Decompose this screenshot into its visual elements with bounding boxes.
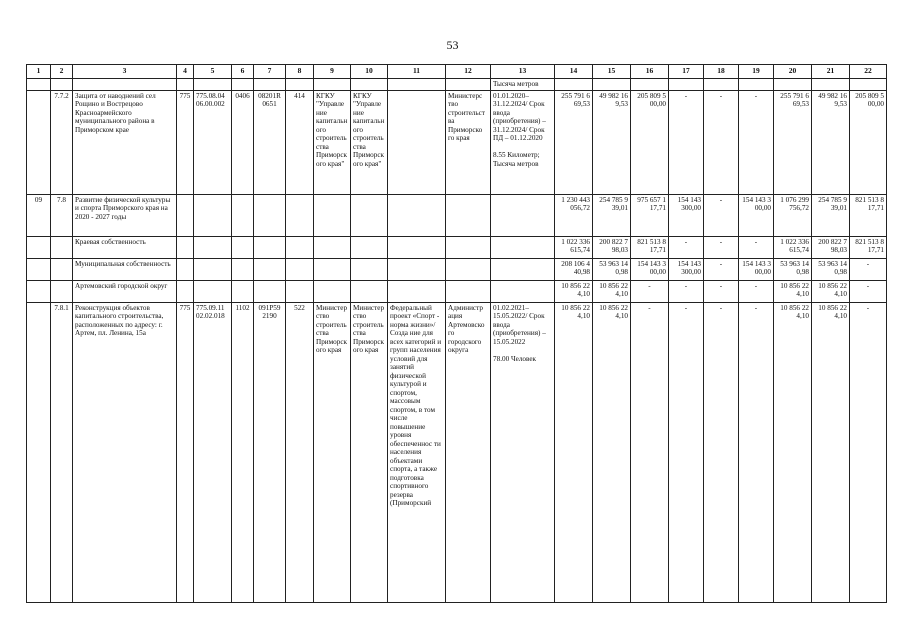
column-header-19: 19 <box>739 65 774 79</box>
cell-kraev-col10 <box>351 237 388 259</box>
cell-r78-col11 <box>388 195 446 237</box>
column-header-13: 13 <box>491 65 555 79</box>
cell-cont-col10 <box>351 79 388 91</box>
cell-artem-col2 <box>51 281 73 303</box>
cell-munic-col11 <box>388 259 446 281</box>
cell-artem-col17: - <box>669 281 704 303</box>
cell-r781-col3: Реконструкция объектов капитального строительства, расположенных по адресу: г. Артем, пл. Ленина, 15а <box>73 303 177 603</box>
cell-artem-col21: 10 856 22 4,10 <box>812 281 850 303</box>
cell-munic-col21: 53 963 14 0,98 <box>812 259 850 281</box>
cell-r781-col2: 7.8.1 <box>51 303 73 603</box>
cell-munic-col12 <box>446 259 491 281</box>
cell-artem-col9 <box>314 281 351 303</box>
cell-r781-col19: - <box>739 303 774 603</box>
cell-cont-col14 <box>555 79 593 91</box>
cell-r78-col19: 154 143 3 00,00 <box>739 195 774 237</box>
column-header-3: 3 <box>73 65 177 79</box>
cell-r78-col5 <box>194 195 232 237</box>
cell-cont-col2 <box>51 79 73 91</box>
cell-r781-col16: - <box>631 303 669 603</box>
cell-kraev-col12 <box>446 237 491 259</box>
cell-munic-col8 <box>286 259 314 281</box>
cell-cont-col3 <box>73 79 177 91</box>
cell-r78-col21: 254 785 9 39,01 <box>812 195 850 237</box>
table-row-kraev <box>27 237 887 259</box>
column-header-2: 2 <box>51 65 73 79</box>
cell-artem-col5 <box>194 281 232 303</box>
cell-r772-col2: 7.7.2 <box>51 91 73 195</box>
cell-r78-col18: - <box>704 195 739 237</box>
cell-r78-col17: 154 143 300,00 <box>669 195 704 237</box>
cell-cont-col9 <box>314 79 351 91</box>
cell-cont-col11 <box>388 79 446 91</box>
cell-r772-col8: 414 <box>286 91 314 195</box>
table-row-r78 <box>27 195 887 237</box>
cell-r78-col6 <box>232 195 254 237</box>
cell-r772-col19: - <box>739 91 774 195</box>
cell-munic-col17: 154 143 300,00 <box>669 259 704 281</box>
cell-r772-col21: 49 982 16 9,53 <box>812 91 850 195</box>
cell-kraev-col22: 821 513 8 17,71 <box>850 237 887 259</box>
cell-r781-col12: Администр ация Артемовско го городского округа <box>446 303 491 603</box>
cell-cont-col21 <box>812 79 850 91</box>
cell-r781-col8: 522 <box>286 303 314 603</box>
cell-kraev-col3: Краевая собственность <box>73 237 177 259</box>
cell-r772-col22: 205 809 5 00,00 <box>850 91 887 195</box>
cell-munic-col22: - <box>850 259 887 281</box>
cell-cont-col7 <box>254 79 286 91</box>
cell-r78-col12 <box>446 195 491 237</box>
cell-r772-col10: КГКУ "Управле ние капитальн ого строитель ства Приморск ого края" <box>351 91 388 195</box>
cell-r781-col5: 775.09.11 02.02.018 <box>194 303 232 603</box>
cell-r772-col9: КГКУ "Управле ние капитальн ого строитель ства Приморск ого края" <box>314 91 351 195</box>
cell-r772-col12: Министерс тво строительст ва Приморско го края <box>446 91 491 195</box>
cell-artem-col1 <box>27 281 51 303</box>
cell-kraev-col11 <box>388 237 446 259</box>
table-row-r781 <box>27 303 887 603</box>
cell-kraev-col9 <box>314 237 351 259</box>
cell-kraev-col7 <box>254 237 286 259</box>
cell-r781-col22: - <box>850 303 887 603</box>
table-row-munic <box>27 259 887 281</box>
cell-munic-col20: 53 963 14 0,98 <box>774 259 812 281</box>
cell-kraev-col8 <box>286 237 314 259</box>
cell-cont-col16 <box>631 79 669 91</box>
cell-munic-col2 <box>51 259 73 281</box>
table-row-artem <box>27 281 887 303</box>
column-header-16: 16 <box>631 65 669 79</box>
cell-kraev-col14: 1 022 336 615,74 <box>555 237 593 259</box>
cell-cont-col12 <box>446 79 491 91</box>
cell-munic-col18: - <box>704 259 739 281</box>
column-header-11: 11 <box>388 65 446 79</box>
cell-cont-col13: Тысяча метров <box>491 79 555 91</box>
cell-kraev-col13 <box>491 237 555 259</box>
cell-cont-col6 <box>232 79 254 91</box>
cell-artem-col8 <box>286 281 314 303</box>
cell-r78-col20: 1 076 299 756,72 <box>774 195 812 237</box>
cell-artem-col7 <box>254 281 286 303</box>
cell-artem-col19: - <box>739 281 774 303</box>
cell-artem-col16: - <box>631 281 669 303</box>
cell-r781-col13: 01.02.2021–15.05.2022/ Срок ввода (приобретения) – 15.05.2022 78.00 Человек <box>491 303 555 603</box>
column-header-4: 4 <box>177 65 194 79</box>
cell-r772-col7: 08201R 0651 <box>254 91 286 195</box>
cell-r772-col6: 0406 <box>232 91 254 195</box>
cell-munic-col14: 208 106 4 40,98 <box>555 259 593 281</box>
cell-kraev-col20: 1 022 336 615,74 <box>774 237 812 259</box>
page-number: 53 <box>446 38 459 52</box>
cell-r772-col16: 205 809 5 00,00 <box>631 91 669 195</box>
column-header-7: 7 <box>254 65 286 79</box>
cell-r772-col14: 255 791 6 69,53 <box>555 91 593 195</box>
cell-cont-col19 <box>739 79 774 91</box>
column-header-9: 9 <box>314 65 351 79</box>
column-header-22: 22 <box>850 65 887 79</box>
cell-r781-col1 <box>27 303 51 603</box>
table-header <box>27 65 887 79</box>
cell-r78-col9 <box>314 195 351 237</box>
cell-munic-col3: Муниципальная собственность <box>73 259 177 281</box>
cell-kraev-col5 <box>194 237 232 259</box>
cell-r781-col4: 775 <box>177 303 194 603</box>
cell-r78-col7 <box>254 195 286 237</box>
cell-r781-col18: - <box>704 303 739 603</box>
cell-r78-col3: Развитие физической культуры и спорта Приморского края на 2020 - 2027 годы <box>73 195 177 237</box>
cell-r781-col15: 10 856 22 4,10 <box>593 303 631 603</box>
cell-munic-col10 <box>351 259 388 281</box>
column-header-12: 12 <box>446 65 491 79</box>
cell-kraev-col19: - <box>739 237 774 259</box>
cell-munic-col6 <box>232 259 254 281</box>
cell-r772-col18: - <box>704 91 739 195</box>
cell-munic-col19: 154 143 3 00,00 <box>739 259 774 281</box>
cell-kraev-col2 <box>51 237 73 259</box>
column-header-8: 8 <box>286 65 314 79</box>
column-header-1: 1 <box>27 65 51 79</box>
cell-r78-col4 <box>177 195 194 237</box>
table-row-cont <box>27 79 887 91</box>
cell-kraev-col16: 821 513 8 17,71 <box>631 237 669 259</box>
cell-r78-col13 <box>491 195 555 237</box>
column-header-21: 21 <box>812 65 850 79</box>
cell-r781-col21: 10 856 22 4,10 <box>812 303 850 603</box>
cell-cont-col22 <box>850 79 887 91</box>
cell-artem-col3: Артемовский городской округ <box>73 281 177 303</box>
cell-munic-col1 <box>27 259 51 281</box>
column-header-6: 6 <box>232 65 254 79</box>
cell-r78-col2: 7.8 <box>51 195 73 237</box>
cell-r772-col20: 255 791 6 69,53 <box>774 91 812 195</box>
cell-r772-col17: - <box>669 91 704 195</box>
cell-r78-col15: 254 785 9 39,01 <box>593 195 631 237</box>
cell-kraev-col4 <box>177 237 194 259</box>
cell-kraev-col21: 200 822 7 98,03 <box>812 237 850 259</box>
column-header-5: 5 <box>194 65 232 79</box>
cell-artem-col4 <box>177 281 194 303</box>
cell-artem-col18: - <box>704 281 739 303</box>
table-body <box>27 79 887 603</box>
cell-artem-col22: - <box>850 281 887 303</box>
cell-r781-col20: 10 856 22 4,10 <box>774 303 812 603</box>
cell-munic-col5 <box>194 259 232 281</box>
cell-munic-col9 <box>314 259 351 281</box>
cell-cont-col4 <box>177 79 194 91</box>
cell-cont-col5 <box>194 79 232 91</box>
cell-munic-col13 <box>491 259 555 281</box>
cell-kraev-col1 <box>27 237 51 259</box>
cell-kraev-col6 <box>232 237 254 259</box>
cell-r772-col5: 775.08.04 06.00.002 <box>194 91 232 195</box>
cell-munic-col15: 53 963 14 0,98 <box>593 259 631 281</box>
cell-cont-col1 <box>27 79 51 91</box>
cell-artem-col20: 10 856 22 4,10 <box>774 281 812 303</box>
cell-munic-col4 <box>177 259 194 281</box>
cell-r781-col14: 10 856 22 4,10 <box>555 303 593 603</box>
cell-munic-col16: 154 143 3 00,00 <box>631 259 669 281</box>
cell-r781-col9: Министер ство строитель ства Приморск ого края <box>314 303 351 603</box>
cell-munic-col7 <box>254 259 286 281</box>
cell-artem-col13 <box>491 281 555 303</box>
cell-r781-col17: - <box>669 303 704 603</box>
cell-cont-col17 <box>669 79 704 91</box>
cell-r772-col13: 01.01.2020–31.12.2024/ Срок ввода (приобретения) – 31.12.2024/ Срок ПД – 01.12.2020 8.55 Километр; Тысяча метров <box>491 91 555 195</box>
cell-artem-col6 <box>232 281 254 303</box>
cell-cont-col18 <box>704 79 739 91</box>
cell-artem-col11 <box>388 281 446 303</box>
cell-cont-col8 <box>286 79 314 91</box>
cell-r772-col15: 49 982 16 9,53 <box>593 91 631 195</box>
cell-artem-col12 <box>446 281 491 303</box>
column-header-10: 10 <box>351 65 388 79</box>
column-header-15: 15 <box>593 65 631 79</box>
cell-artem-col10 <box>351 281 388 303</box>
cell-r772-col1 <box>27 91 51 195</box>
column-header-18: 18 <box>704 65 739 79</box>
column-header-17: 17 <box>669 65 704 79</box>
cell-r772-col3: Защита от наводнений сел Рощино и Вострецово Красноармейского муниципального района в Приморском крае <box>73 91 177 195</box>
cell-r781-col6: 1102 <box>232 303 254 603</box>
cell-kraev-col18: - <box>704 237 739 259</box>
cell-r78-col1: 09 <box>27 195 51 237</box>
cell-kraev-col17: - <box>669 237 704 259</box>
cell-artem-col15: 10 856 22 4,10 <box>593 281 631 303</box>
cell-kraev-col15: 200 822 7 98,03 <box>593 237 631 259</box>
cell-r78-col8 <box>286 195 314 237</box>
cell-r781-col7: 091P59 2190 <box>254 303 286 603</box>
cell-cont-col15 <box>593 79 631 91</box>
cell-r772-col4: 775 <box>177 91 194 195</box>
cell-r781-col11: Федеральный проект «Спорт - норма жизни»/Созда ние для всех категорий и групп населения условий для занятий физической культурой и спортом, массовым спортом, в том числе повышение уровня обеспеченнос ти населения объектами спорта, а также подготовка спортивного резерва (Приморский <box>388 303 446 603</box>
document-table <box>26 64 887 603</box>
cell-r781-col10: Министер ство строитель ства Приморск ого края <box>351 303 388 603</box>
cell-artem-col14: 10 856 22 4,10 <box>555 281 593 303</box>
cell-r78-col10 <box>351 195 388 237</box>
cell-r772-col11 <box>388 91 446 195</box>
column-header-14: 14 <box>555 65 593 79</box>
column-header-20: 20 <box>774 65 812 79</box>
cell-r78-col22: 821 513 8 17,71 <box>850 195 887 237</box>
cell-r78-col14: 1 230 443 056,72 <box>555 195 593 237</box>
table-row-r772 <box>27 91 887 195</box>
cell-r78-col16: 975 657 1 17,71 <box>631 195 669 237</box>
cell-cont-col20 <box>774 79 812 91</box>
